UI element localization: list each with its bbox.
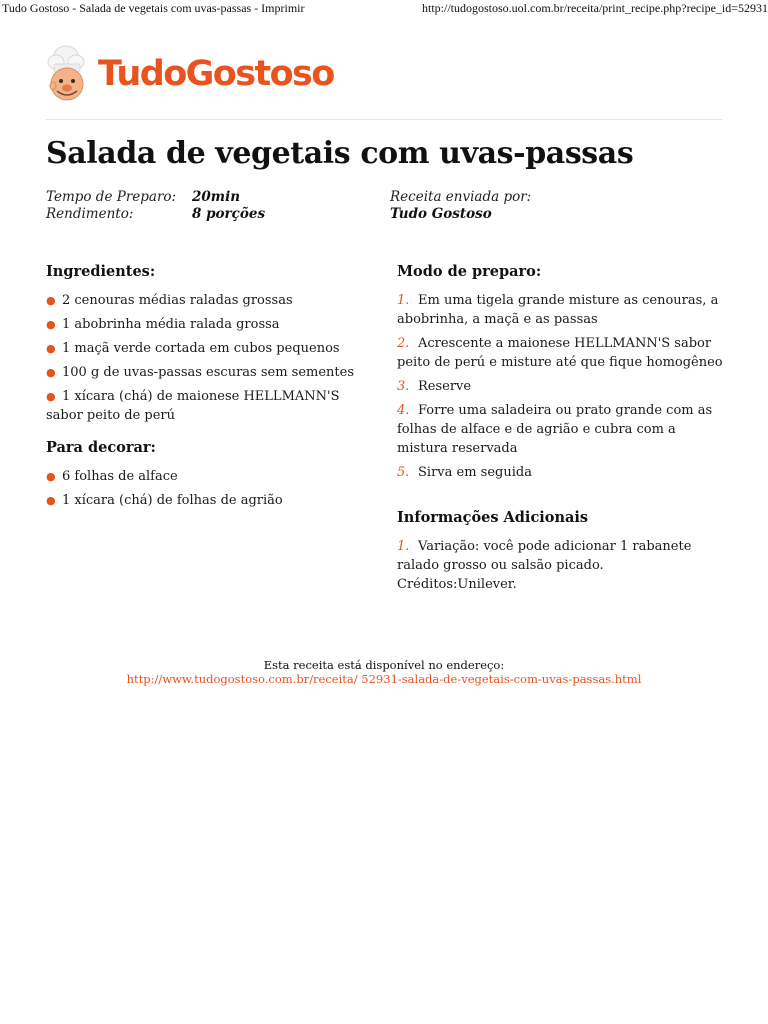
list-item: 4. Forre uma saladeira ou prato grande com as folhas de alface e de agrião e cubra com a mistura reservada xyxy=(397,403,713,456)
bullet-icon: ● xyxy=(46,342,56,355)
print-page-url: http://tudogostoso.uol.com.br/receita/print_recipe.php?recipe_id=52931 xyxy=(421,1,768,15)
site-logo-text: TudoGostoso xyxy=(98,54,334,94)
print-page-title: Tudo Gostoso - Salada de vegetais com uvas-passas - Imprimir xyxy=(2,1,305,15)
list-item: ● 1 xícara (chá) de folhas de agrião xyxy=(46,493,283,508)
sent-by-value: Tudo Gostoso xyxy=(390,206,492,222)
list-item: ● 1 abobrinha média ralada grossa xyxy=(46,317,280,332)
ingredients-list xyxy=(46,291,366,425)
prep-time-value: 20min xyxy=(192,189,241,205)
decor-list xyxy=(46,467,366,510)
sent-by-label: Receita enviada por: xyxy=(390,189,532,205)
additional-info-heading: Informações Adicionais xyxy=(397,509,589,526)
list-item: ● 100 g de uvas-passas escuras sem sementes xyxy=(46,365,355,380)
bullet-icon: ● xyxy=(46,294,56,307)
bullet-icon: ● xyxy=(46,470,56,483)
list-item: 5. Sirva em seguida xyxy=(397,465,532,480)
recipe-meta xyxy=(46,189,366,223)
yield-value: 8 porções xyxy=(192,206,266,222)
print-header xyxy=(0,0,768,16)
preparation-heading: Modo de preparo: xyxy=(397,263,542,280)
yield-label: Rendimento: xyxy=(46,206,134,222)
chef-mascot-icon xyxy=(44,42,100,104)
list-item: ● 1 xícara (chá) de maionese HELLMANN'S sabor peito de perú xyxy=(46,389,340,423)
list-item: ● 2 cenouras médias raladas grossas xyxy=(46,293,293,308)
prep-time-label: Tempo de Preparo: xyxy=(46,189,177,205)
footer-lead: Esta receita está disponível no endereço: xyxy=(263,658,505,672)
bullet-icon: ● xyxy=(46,494,56,507)
ingredients-section xyxy=(46,262,366,515)
credits-text: Créditos:Unilever. xyxy=(397,577,517,592)
list-item: 3. Reserve xyxy=(397,379,472,394)
footer xyxy=(0,658,768,686)
list-item: 2. Acrescente a maionese HELLMANN'S sabor peito de perú e misture até que fique homogêneo xyxy=(397,336,723,370)
recipe-url-link[interactable]: http://www.tudogostoso.com.br/receita/ 52931-salada-de-vegetais-com-uvas-passas.html xyxy=(126,672,642,686)
list-item: 1. Em uma tigela grande misture as cenouras, a abobrinha, a maçã e as passas xyxy=(397,293,719,327)
bullet-icon: ● xyxy=(46,390,56,403)
preparation-steps xyxy=(397,291,727,482)
decor-heading: Para decorar: xyxy=(46,439,156,456)
recipe-title: Salada de vegetais com uvas-passas xyxy=(46,136,634,171)
header-divider xyxy=(46,119,722,120)
list-item: ● 1 maçã verde cortada em cubos pequenos xyxy=(46,341,340,356)
recipe-author xyxy=(390,189,531,223)
ingredients-heading: Ingredientes: xyxy=(46,263,156,280)
preparation-section xyxy=(397,262,727,599)
additional-info-list xyxy=(397,537,727,594)
list-item: 1. Variação: você pode adicionar 1 rabanete ralado grosso ou salsão picado. Créditos:Unilever. xyxy=(397,539,692,592)
list-item: ● 6 folhas de alface xyxy=(46,469,178,484)
bullet-icon: ● xyxy=(46,318,56,331)
bullet-icon: ● xyxy=(46,366,56,379)
site-logo[interactable] xyxy=(44,42,374,104)
